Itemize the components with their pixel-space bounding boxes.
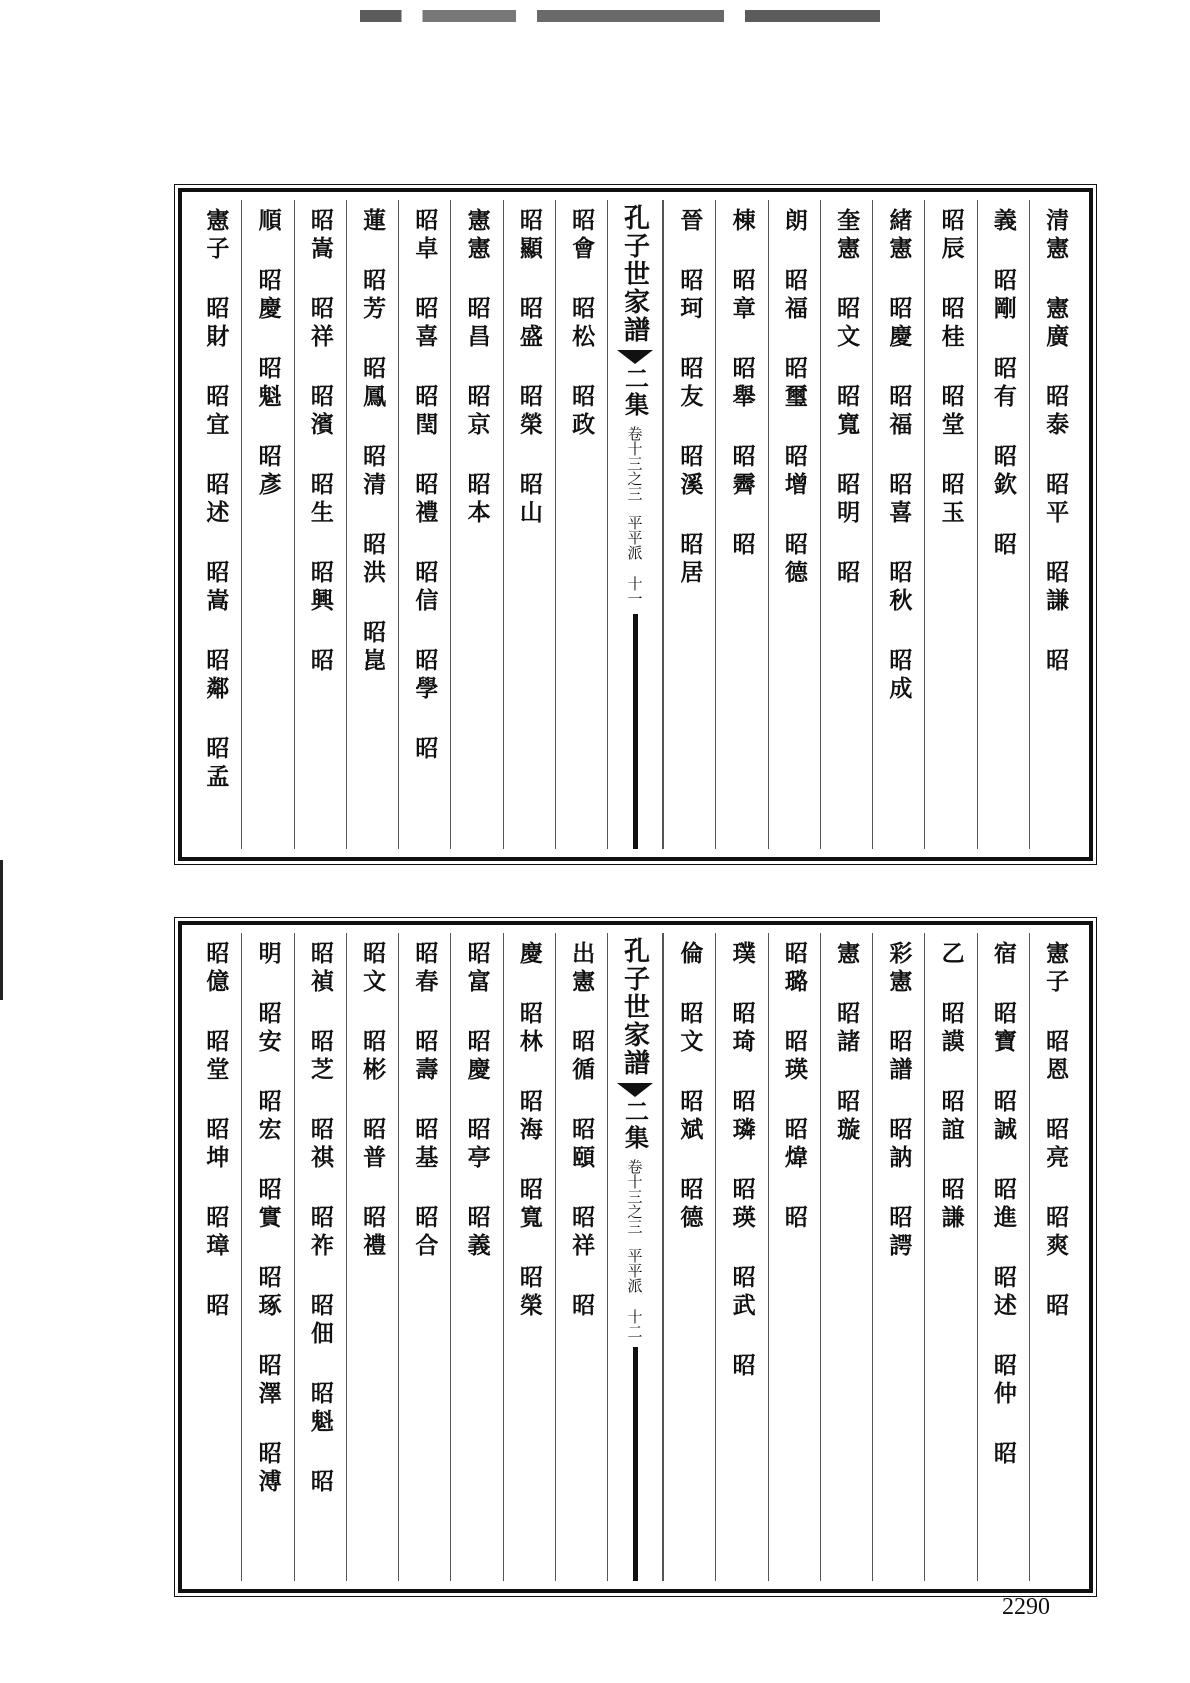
branch-label: 平平派 bbox=[625, 1248, 644, 1293]
column-text: 順 昭慶 昭魁 昭彥 bbox=[254, 208, 282, 500]
genealogy-column bbox=[663, 933, 715, 1581]
scan-header-strip bbox=[360, 10, 880, 22]
genealogy-column bbox=[820, 933, 872, 1581]
column-text: 昭嵩 昭祥 昭濱 昭生 昭興 昭 bbox=[306, 208, 334, 676]
leaf-number: 十二 bbox=[625, 1309, 644, 1339]
genealogy-column bbox=[241, 933, 293, 1581]
fish-tail-mark-icon bbox=[617, 350, 653, 364]
book-title: 孔子世家譜 bbox=[619, 937, 650, 1077]
genealogy-column bbox=[768, 933, 820, 1581]
column-text: 朗 昭福 昭璽 昭增 昭德 bbox=[780, 208, 808, 588]
genealogy-column bbox=[503, 200, 555, 849]
column-text: 彩憲 昭譜 昭訥 昭諤 bbox=[885, 941, 913, 1261]
page-number: 2290 bbox=[1002, 1594, 1050, 1620]
column-text: 蓮 昭芳 昭鳳 昭清 昭洪 昭崑 bbox=[359, 208, 387, 676]
column-text: 憲子 昭恩 昭亮 昭爽 昭 bbox=[1042, 941, 1070, 1321]
genealogy-column bbox=[715, 933, 767, 1581]
genealogy-column bbox=[872, 200, 924, 849]
column-text: 昭禎 昭芝 昭祺 昭祚 昭佃 昭魁 昭 bbox=[306, 941, 334, 1497]
column-text: 昭辰 昭桂 昭堂 昭玉 bbox=[937, 208, 965, 528]
column-text: 奎憲 昭文 昭寬 昭明 昭 bbox=[833, 208, 861, 588]
column-text: 昭春 昭壽 昭基 昭合 bbox=[411, 941, 439, 1261]
genealogy-column bbox=[294, 200, 346, 849]
column-text: 昭卓 昭喜 昭閏 昭禮 昭信 昭學 昭 bbox=[411, 208, 439, 764]
book-spine-column bbox=[607, 200, 663, 849]
volume-label: 卷十三之三 bbox=[625, 426, 644, 501]
column-text: 宿 昭寶 昭誠 昭進 昭述 昭仲 昭 bbox=[989, 941, 1017, 1469]
branch-label: 平平派 bbox=[625, 515, 644, 560]
genealogy-column bbox=[294, 933, 346, 1581]
column-text: 晉 昭珂 昭友 昭溪 昭居 bbox=[676, 208, 704, 588]
genealogy-column bbox=[346, 200, 398, 849]
genealogy-column bbox=[190, 933, 241, 1581]
column-text: 慶 昭林 昭海 昭寬 昭榮 bbox=[515, 941, 543, 1321]
column-text: 昭文 昭彬 昭普 昭禮 bbox=[359, 941, 387, 1261]
column-text: 憲憲 昭昌 昭京 昭本 bbox=[463, 208, 491, 528]
genealogy-column bbox=[663, 200, 715, 849]
column-text: 乙 昭謨 昭誼 昭謙 bbox=[937, 941, 965, 1233]
column-text: 清憲 憲廣 昭泰 昭平 昭謙 昭 bbox=[1042, 208, 1070, 676]
column-text: 憲子 昭財 昭宜 昭述 昭嵩 昭鄰 昭孟 bbox=[202, 208, 230, 792]
collection-label: 二集 bbox=[620, 1099, 650, 1151]
genealogy-page-bottom bbox=[178, 921, 1093, 1593]
genealogy-column bbox=[1029, 933, 1081, 1581]
column-text: 昭顯 昭盛 昭榮 昭山 bbox=[515, 208, 543, 528]
genealogy-column bbox=[768, 200, 820, 849]
volume-label: 卷十三之三 bbox=[625, 1159, 644, 1234]
genealogy-column bbox=[503, 933, 555, 1581]
spine-rule bbox=[633, 1347, 638, 1581]
leaf-number: 十一 bbox=[625, 576, 644, 606]
fish-tail-mark-icon bbox=[617, 1083, 653, 1097]
column-text: 倫 昭文 昭斌 昭德 bbox=[676, 941, 704, 1233]
book-spine-column bbox=[607, 933, 663, 1581]
column-text: 昭億 昭堂 昭坤 昭璋 昭 bbox=[202, 941, 230, 1321]
column-grid bbox=[190, 200, 1081, 849]
genealogy-column bbox=[977, 200, 1029, 849]
column-text: 昭富 昭慶 昭亭 昭義 bbox=[463, 941, 491, 1261]
genealogy-column bbox=[398, 933, 450, 1581]
column-text: 憲 昭諸 昭璇 bbox=[833, 941, 861, 1145]
spine-rule bbox=[633, 614, 638, 849]
column-text: 緒憲 昭慶 昭福 昭喜 昭秋 昭成 bbox=[885, 208, 913, 704]
column-text: 璞 昭琦 昭璘 昭瑛 昭武 昭 bbox=[728, 941, 756, 1381]
column-text: 棟 昭章 昭舉 昭霽 昭 bbox=[728, 208, 756, 560]
genealogy-column bbox=[190, 200, 241, 849]
genealogy-column bbox=[715, 200, 767, 849]
genealogy-page-top bbox=[178, 188, 1093, 861]
genealogy-column bbox=[398, 200, 450, 849]
genealogy-column bbox=[450, 933, 502, 1581]
genealogy-column bbox=[872, 933, 924, 1581]
column-text: 出憲 昭循 昭頤 昭祥 昭 bbox=[568, 941, 596, 1321]
genealogy-column bbox=[555, 200, 607, 849]
book-title: 孔子世家譜 bbox=[619, 204, 650, 344]
genealogy-column bbox=[977, 933, 1029, 1581]
collection-label: 二集 bbox=[620, 366, 650, 418]
column-text: 義 昭剛 昭有 昭欽 昭 bbox=[989, 208, 1017, 560]
column-grid bbox=[190, 933, 1081, 1581]
genealogy-column bbox=[924, 933, 976, 1581]
genealogy-column bbox=[346, 933, 398, 1581]
column-text: 昭璐 昭瑛 昭煒 昭 bbox=[780, 941, 808, 1233]
genealogy-column bbox=[924, 200, 976, 849]
genealogy-column bbox=[241, 200, 293, 849]
genealogy-column bbox=[1029, 200, 1081, 849]
scan-margin-mark bbox=[0, 860, 3, 1000]
genealogy-column bbox=[555, 933, 607, 1581]
column-text: 明 昭安 昭宏 昭實 昭琢 昭澤 昭溥 bbox=[254, 941, 282, 1497]
column-text: 昭會 昭松 昭政 bbox=[568, 208, 596, 440]
genealogy-column bbox=[450, 200, 502, 849]
genealogy-column bbox=[820, 200, 872, 849]
